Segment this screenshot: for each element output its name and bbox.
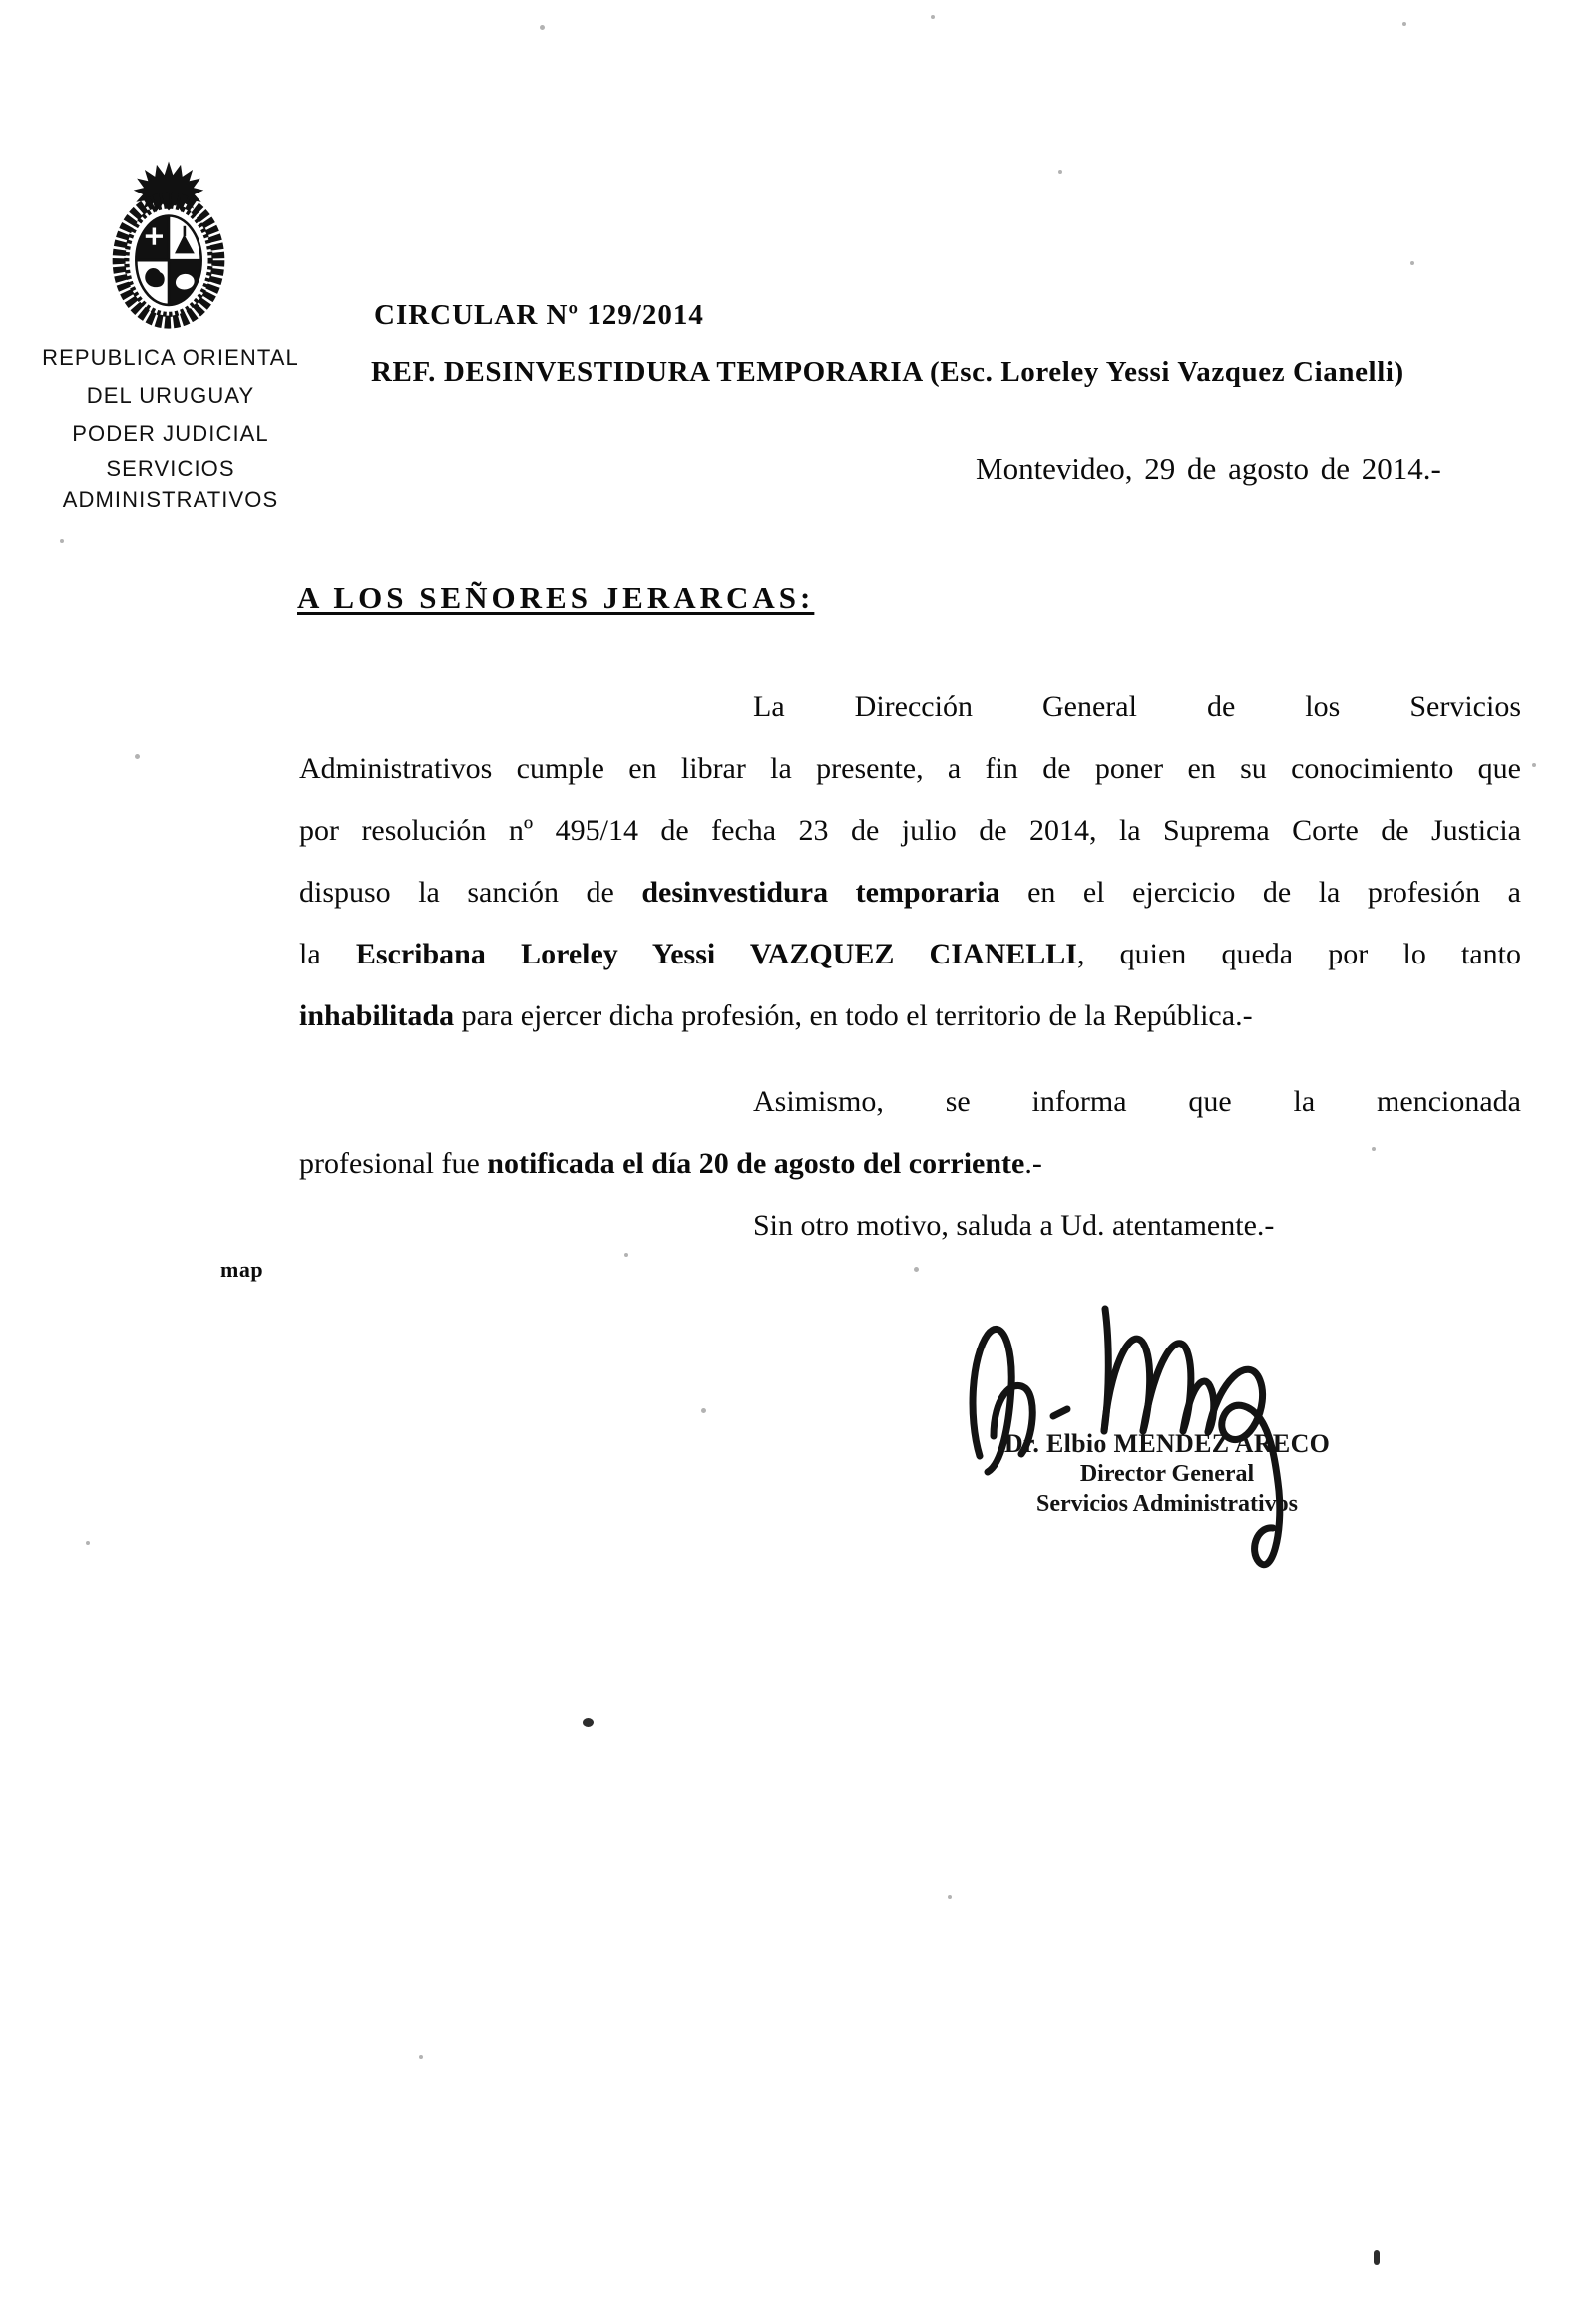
typist-initials: map [220, 1257, 264, 1282]
body-line: Sin otro motivo, saluda a Ud. atentamente.- [753, 1209, 1275, 1242]
org-line: REPUBLICA ORIENTAL [42, 345, 299, 370]
signature-block [968, 1429, 1367, 1519]
org-line: SERVICIOS [106, 456, 235, 481]
body-line: la Escribana Loreley Yessi VAZQUEZ CIANELLI, quien queda por lo tanto [299, 938, 1521, 970]
org-line: PODER JUDICIAL [72, 421, 269, 446]
org-line: DEL URUGUAY [86, 383, 255, 408]
body-line: por resolución nº 495/14 de fecha 23 de julio de 2014, la Suprema Corte de Justicia [299, 814, 1521, 847]
dateline: Montevideo, 29 de agosto de 2014.- [976, 451, 1441, 486]
signer-title: Director General [1079, 1461, 1255, 1487]
reference-line: REF. DESINVESTIDURA TEMPORARIA (Esc. Loreley Yessi Vazquez Cianelli) [371, 356, 1404, 388]
body-line: inhabilitada para ejercer dicha profesión, en todo el territorio de la República.- [299, 999, 1253, 1032]
signer-office: Servicios Administrativos [1036, 1491, 1298, 1517]
body-line: Asimismo, se informa que la mencionada [753, 1085, 1521, 1118]
body-line: dispuso la sanción de desinvestidura temporaria en el ejercicio de la profesión a [299, 876, 1522, 909]
body-line: La Dirección General de los Servicios [753, 690, 1521, 723]
body-text [299, 676, 1521, 1257]
body-line: Administrativos cumple en librar la presente, a fin de poner en su conocimiento que [299, 752, 1521, 785]
body-line: profesional fue notificada el día 20 de agosto del corriente.- [299, 1147, 1042, 1180]
signer-name: Dr. Elbio MENDEZ ARECO [1003, 1429, 1331, 1458]
coat-of-arms-icon [104, 158, 233, 329]
addressee-line: A LOS SEÑORES JERARCAS: [297, 580, 815, 615]
circular-number: CIRCULAR Nº 129/2014 [374, 299, 704, 331]
letterhead-organization [6, 339, 335, 515]
org-line: ADMINISTRATIVOS [62, 487, 279, 512]
